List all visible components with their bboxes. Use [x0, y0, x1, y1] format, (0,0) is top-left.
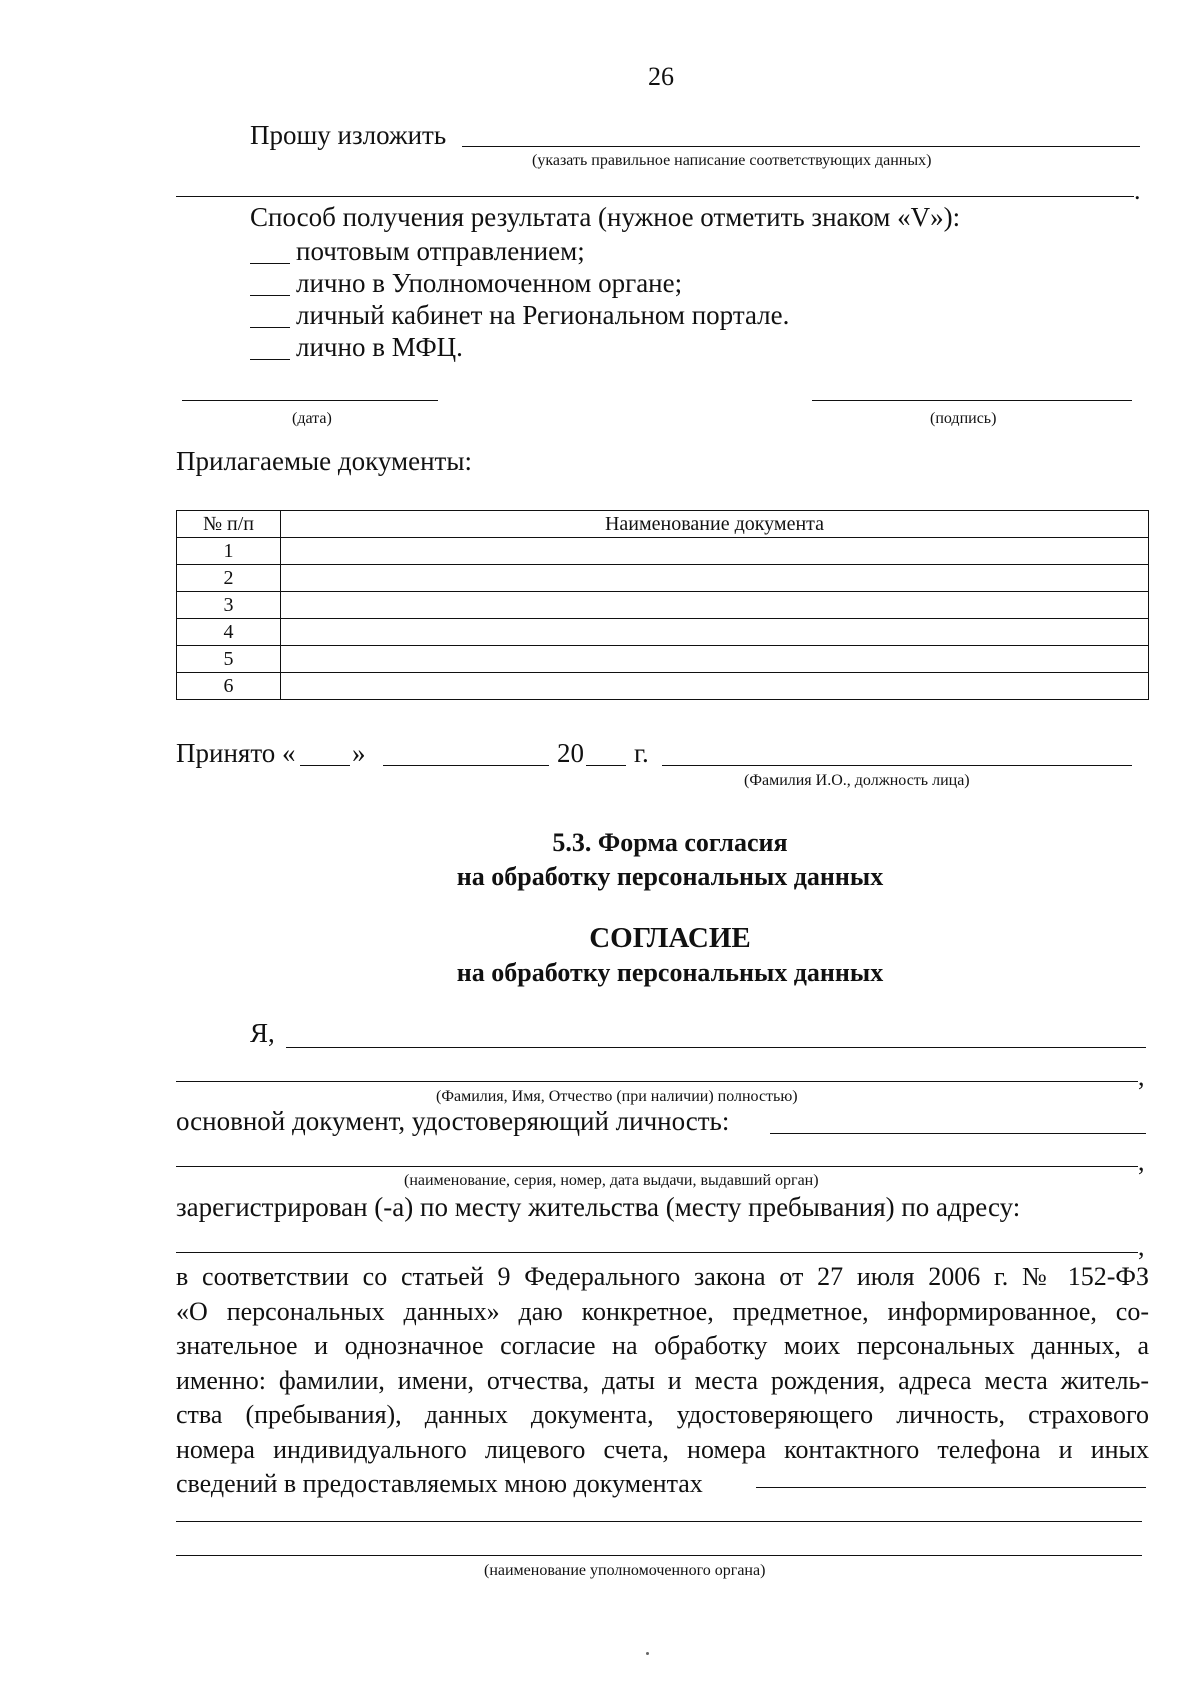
option-portal: личный кабинет на Региональном портале. — [296, 300, 790, 330]
consent-body-line: в соответствии со статьей 9 Федерального закона от 27 июля 2006 г. № 152-ФЗ — [176, 1262, 1149, 1291]
doc-input-line-2[interactable] — [176, 1166, 1138, 1167]
column-header-name: Наименование документа — [281, 511, 1149, 538]
table-row — [177, 538, 1149, 565]
attachments-heading: Прилагаемые документы: — [176, 446, 472, 476]
row-name-cell[interactable] — [281, 673, 1149, 700]
organ-input-line-2[interactable] — [176, 1555, 1142, 1556]
row-number: 2 — [177, 565, 281, 592]
date-input-line[interactable] — [182, 400, 438, 401]
section-title: 5.3. Форма согласия — [552, 828, 788, 857]
row-name-cell[interactable] — [281, 646, 1149, 673]
accepted-month-line[interactable] — [383, 765, 549, 766]
consent-body-line: ства (пребывания), данных документа, удостоверяющего личность, страхового — [176, 1400, 1149, 1429]
consent-subtitle: на обработку персональных данных — [456, 958, 884, 987]
organ-input-line[interactable] — [176, 1521, 1142, 1522]
option-mfc: лично в МФЦ. — [296, 332, 463, 362]
accepted-year-suffix: г. — [634, 738, 649, 768]
organ-caption: (наименование уполномоченного органа) — [484, 1562, 766, 1579]
method-heading: Способ получения результата (нужное отметить знаком «V»): — [250, 202, 961, 232]
row-number: 3 — [177, 592, 281, 619]
request-label: Прошу изложить — [250, 120, 447, 150]
scan-speck — [646, 1652, 649, 1655]
consent-i-label: Я, — [250, 1018, 275, 1048]
row-name-cell[interactable] — [281, 592, 1149, 619]
table-row — [177, 646, 1149, 673]
accepted-caption: (Фамилия И.О., должность лица) — [744, 772, 970, 789]
consent-body — [176, 1260, 1149, 1502]
accepted-year-prefix: 20 — [557, 738, 584, 768]
page-number: 26 — [648, 62, 674, 91]
accepted-prefix: Принято « — [176, 738, 296, 768]
row-number: 1 — [177, 538, 281, 565]
option-mail: почтовым отправлением; — [296, 236, 585, 266]
address-label: зарегистрирован (-а) по месту жительства (месту пребывания) по адресу: — [176, 1192, 1021, 1222]
doc-caption: (наименование, серия, номер, дата выдачи, выдавший орган) — [404, 1172, 819, 1189]
doc-label: основной документ, удостоверяющий личность: — [176, 1106, 730, 1136]
date-caption: (дата) — [292, 410, 332, 427]
attachments-table — [176, 510, 1149, 700]
consent-body-line: именно: фамилии, имени, отчества, даты и места рождения, адреса места житель- — [176, 1365, 1149, 1395]
row-number: 4 — [177, 619, 281, 646]
consent-body-line: «О персональных данных» даю конкретное, предметное, информированное, со- — [176, 1296, 1149, 1326]
option-office: лично в Уполномоченном органе; — [296, 268, 683, 298]
table-row — [177, 592, 1149, 619]
signature-caption: (подпись) — [930, 410, 997, 427]
comma-mark: , — [1138, 1147, 1145, 1176]
name-caption: (Фамилия, Имя, Отчество (при наличии) полностью) — [436, 1088, 798, 1105]
request-input-line[interactable] — [462, 146, 1140, 147]
name-input-line[interactable] — [286, 1047, 1146, 1048]
doc-input-line[interactable] — [770, 1133, 1146, 1134]
option-checkbox-mfc[interactable] — [250, 359, 290, 360]
row-number: 6 — [177, 673, 281, 700]
row-name-cell[interactable] — [281, 538, 1149, 565]
column-header-number: № п/п — [177, 511, 281, 538]
table-row — [177, 565, 1149, 592]
table-row — [177, 673, 1149, 700]
comma-mark: , — [1138, 1232, 1145, 1261]
comma-mark: , — [1138, 1062, 1145, 1091]
option-checkbox-mail[interactable] — [250, 263, 290, 264]
accepted-year-line[interactable] — [586, 765, 626, 766]
period-mark: . — [1134, 176, 1141, 205]
documents-input-line[interactable] — [756, 1487, 1146, 1488]
consent-body-line: знательное и однозначное согласие на обработку моих персональных данных, а — [176, 1331, 1149, 1360]
accepted-quote-close: » — [352, 738, 366, 768]
consent-title: СОГЛАСИЕ — [589, 922, 751, 954]
signature-input-line[interactable] — [812, 400, 1132, 401]
accepted-day-line[interactable] — [300, 765, 350, 766]
row-name-cell[interactable] — [281, 619, 1149, 646]
option-checkbox-portal[interactable] — [250, 327, 290, 328]
table-header-row — [177, 511, 1149, 538]
request-hint: (указать правильное написание соответствующих данных) — [532, 152, 932, 169]
name-input-line-2[interactable] — [176, 1081, 1138, 1082]
accepted-name-line[interactable] — [662, 765, 1132, 766]
request-input-line-2[interactable] — [176, 196, 1134, 197]
option-checkbox-office[interactable] — [250, 295, 290, 296]
address-input-line[interactable] — [176, 1252, 1138, 1253]
table-row — [177, 619, 1149, 646]
consent-body-line: сведений в предоставляемых мною документах — [176, 1469, 703, 1498]
section-subtitle: на обработку персональных данных — [456, 862, 884, 891]
row-number: 5 — [177, 646, 281, 673]
consent-body-line: номера индивидуального лицевого счета, номера контактного телефона и иных — [176, 1434, 1149, 1464]
row-name-cell[interactable] — [281, 565, 1149, 592]
